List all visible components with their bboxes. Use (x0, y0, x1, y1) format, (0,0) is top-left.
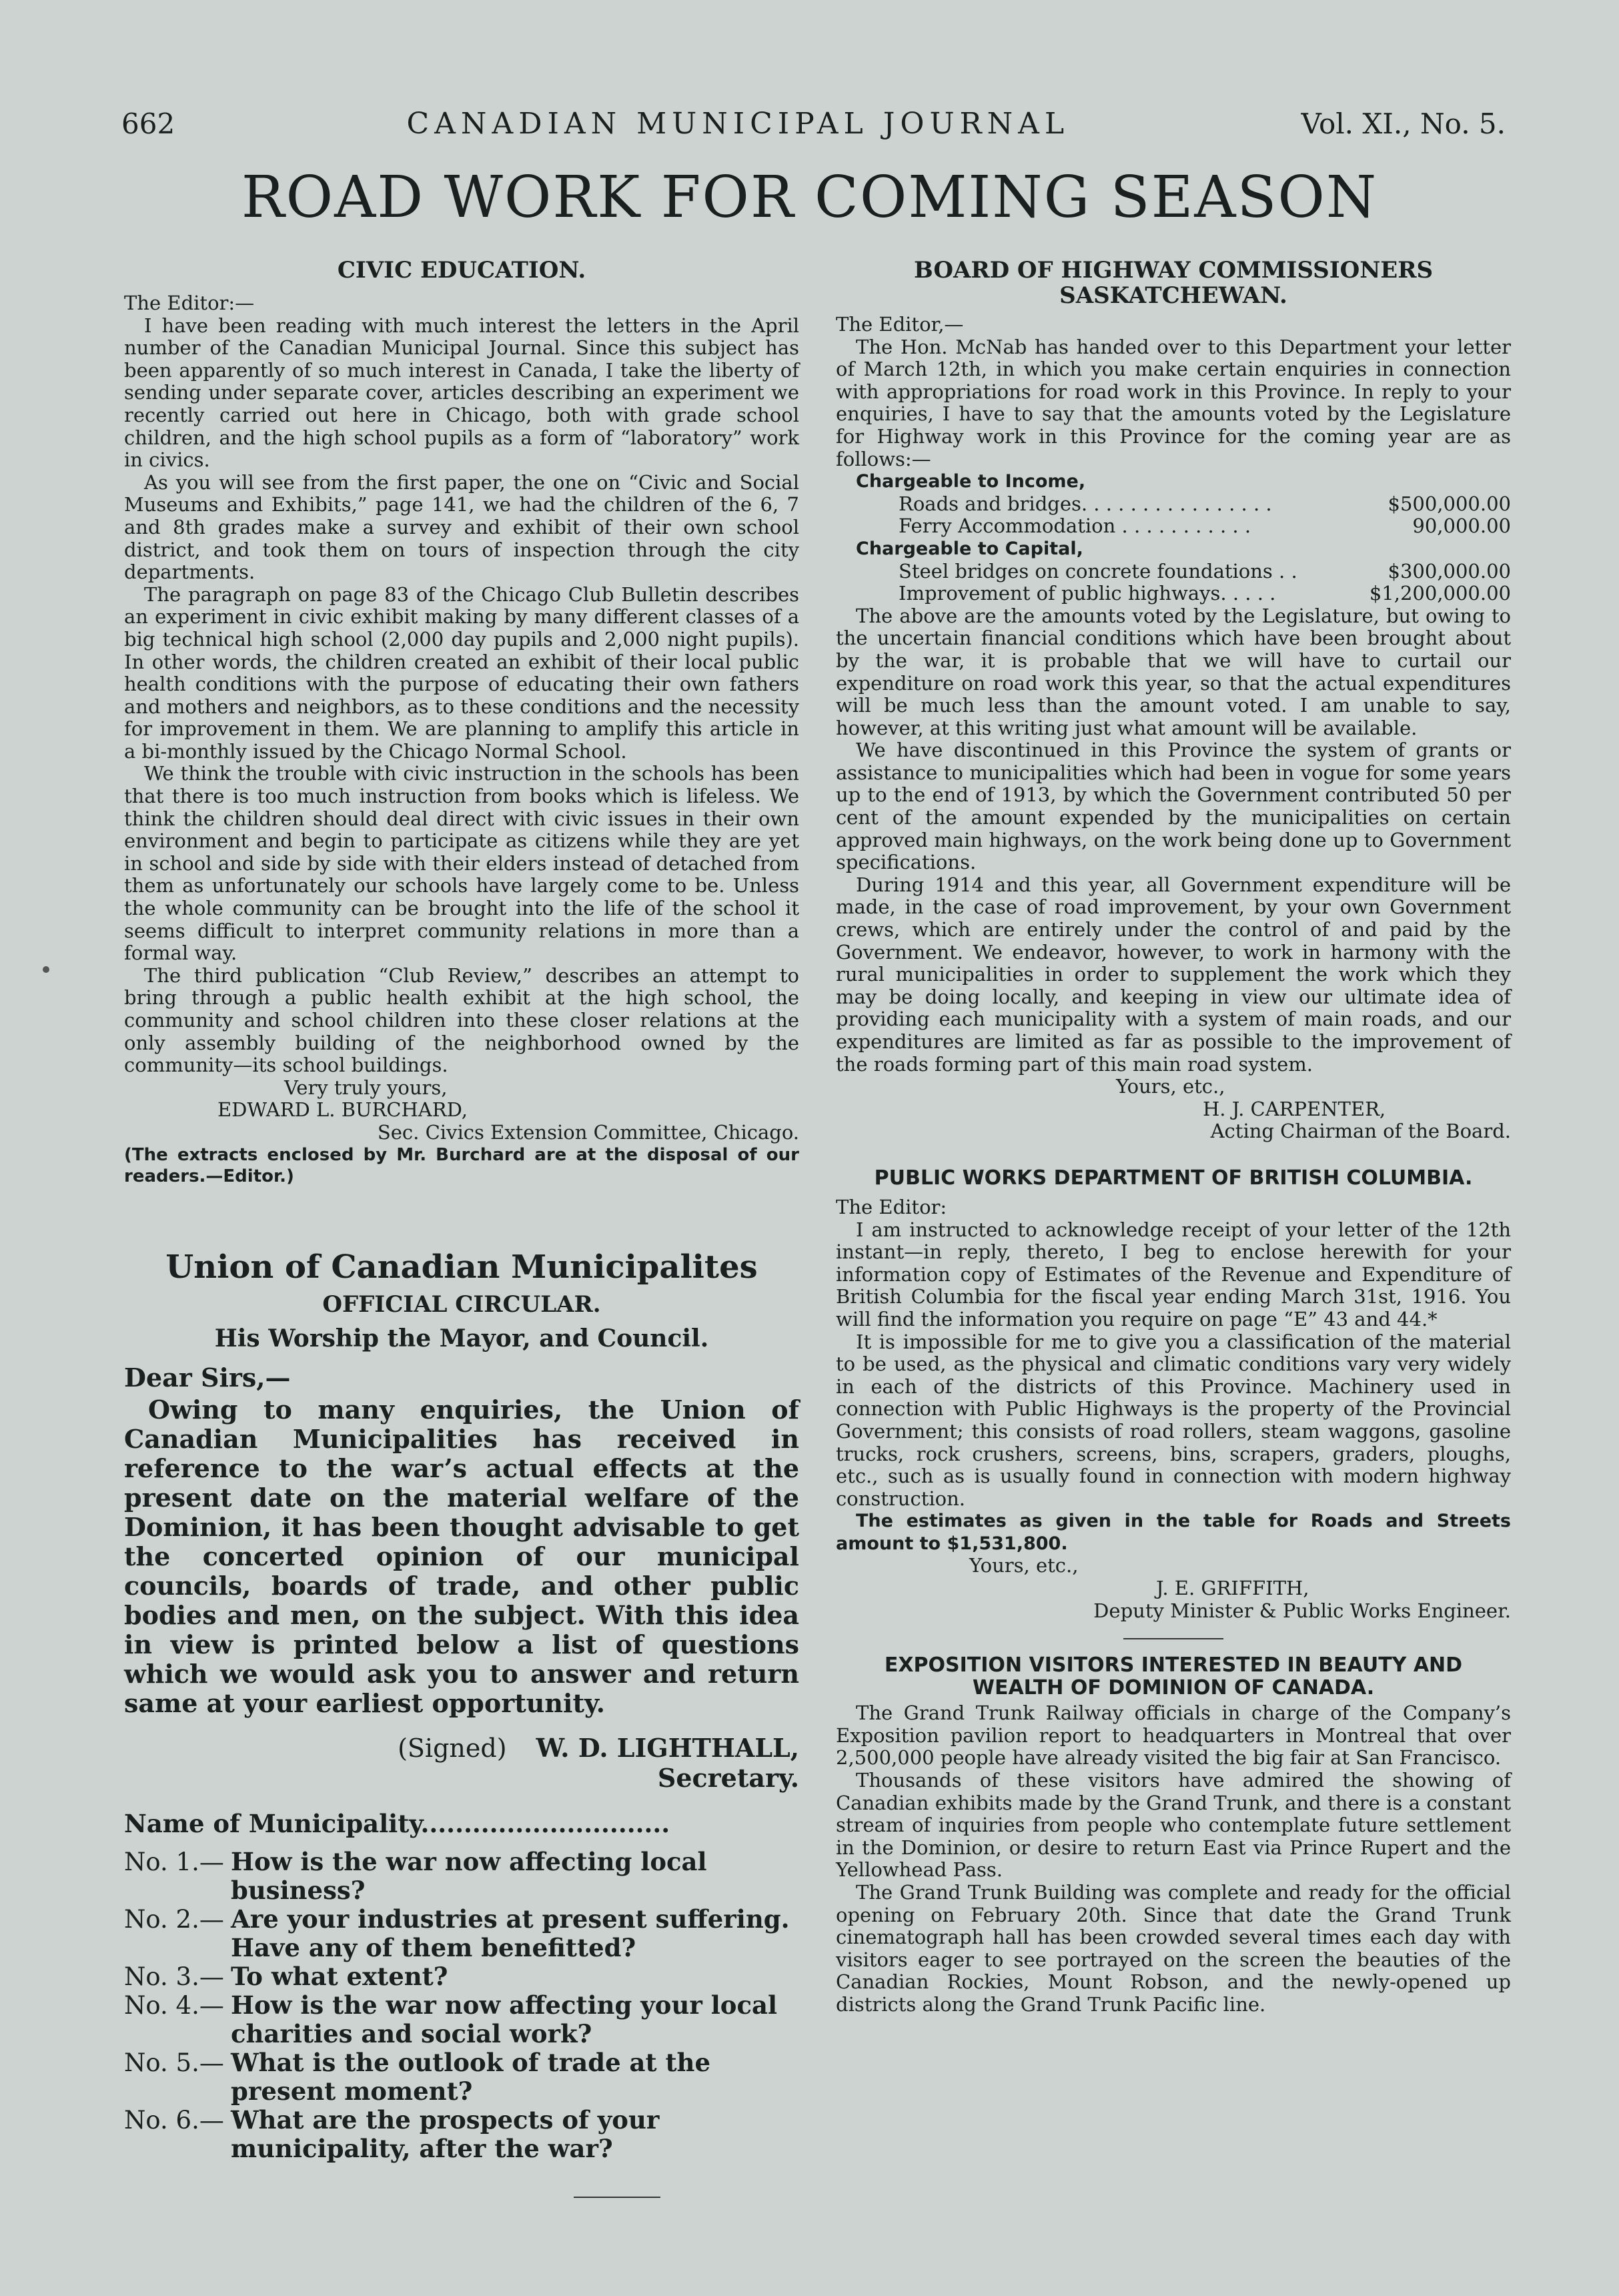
income-table (836, 493, 1511, 538)
bc-estimate: The estimates as given in the table for Roads and Streets amount to $1,531,800. (836, 1511, 1511, 1554)
civic-closing: Very truly yours, (284, 1076, 448, 1099)
circular-signer: W. D. LIGHTHALL, (536, 1732, 799, 1763)
bc-salutation: The Editor: (836, 1195, 947, 1218)
question-number: No. 1.— (124, 1847, 224, 1876)
bc-paragraph: It is impossible for me to give you a classification of the material to be used, as the physical and climatic conditions vary very widely in each of the districts of this Province. Machinery used in connection with Public Highways is the property of the Provincial Government; this consists of road rollers, steam waggons, gasoline trucks, rock crushers, screens, bins, scrapers, graders, ploughs, etc., such as is usually found in connection with modern highway construction. (836, 1330, 1511, 1510)
british-columbia-heading: PUBLIC WORKS DEPARTMENT OF BRITISH COLUMBIA. (874, 1166, 1473, 1190)
question-item (124, 2048, 799, 2106)
question-item (124, 1848, 799, 1905)
civic-paragraph: We think the trouble with civic instruction in the schools has been that there is too much instruction from books which is lifeless. We think the children should deal direct with civic issues in their own environment and begin to participate as citizens while they are yet in school and side by side with their elders instead of detached from them as unfortunately our schools have largely come to be. Unless the whole community can be brought into the life of the school it seems difficult to interpret community relations in more than a formal way. (124, 762, 799, 965)
capital-label: Chargeable to Capital, (856, 538, 1083, 559)
bc-signer: J. E. GRIFFITH, (1156, 1577, 1309, 1600)
saskatchewan-signer-title: Acting Chairman of the Board. (1210, 1120, 1511, 1143)
question-text: To what extent? (231, 1961, 448, 1991)
ink-spot (43, 966, 49, 973)
exposition-heading: EXPOSITION VISITORS INTERESTED IN BEAUTY AND WEALTH OF DOMINION OF CANADA. (884, 1653, 1463, 1700)
table-row (836, 515, 1511, 538)
question-item (124, 1905, 799, 1962)
question-text: What is the outlook of trade at the present moment? (231, 2047, 710, 2106)
appropriation-label: Ferry Accommodation . . . . . . . . . . . (899, 514, 1251, 538)
saskatchewan-article (836, 258, 1511, 1143)
municipality-name-field: Name of Municipality............................. (124, 1808, 670, 1838)
saskatchewan-paragraph: We have discontinued in this Province the system of grants or assistance to municipalities which had been in vogue for some years up to the end of 1913, by which the Government contributed 50 per cent of the amount expended by the municipalities on certain approved main highways, on the work being done up to Government specifications. (836, 739, 1511, 874)
saskatchewan-intro: The Hon. McNab has handed over to this Department your letter of March 12th, in which you make certain enquiries in connection with appropriations for road work in this Province. In reply to your enquiries, I have to say that the amounts voted by the Legislature for Highway work in this Province for the coming year are as follows:— (836, 335, 1511, 470)
capital-table (836, 560, 1511, 605)
exposition-article (836, 1654, 1511, 2016)
circular-subtitle: OFFICIAL CIRCULAR. (322, 1290, 601, 1318)
exposition-paragraph: The Grand Trunk Railway officials in charge of the Company’s Exposition pavilion report to headquarters in Montreal that over 2,500,000 people have already visited the big fair at San Francisco. (836, 1701, 1511, 1770)
civic-paragraph: I have been reading with much interest the letters in the April number of the Canadian Municipal Journal. Since this subject has been apparently of so much interest in Canada, I take the liberty of sending under separate cover, articles describing an experiment we recently carried out here in Chicago, both with grade school children, and the high school pupils as a form of “laboratory” work in civics. (124, 314, 799, 472)
left-column (124, 254, 799, 2163)
union-circular (124, 1248, 799, 2163)
questions-list (124, 1848, 799, 2163)
bc-signer-title: Deputy Minister & Public Works Engineer. (1093, 1599, 1511, 1622)
appropriation-amount: $500,000.00 (1388, 492, 1511, 515)
bc-closing: Yours, etc., (969, 1554, 1079, 1577)
question-number: No. 5.— (124, 2048, 224, 2077)
civic-editor-note: (The extracts enclosed by Mr. Burchard are at the disposal of our readers.—Editor.) (124, 1144, 799, 1186)
section-divider (1123, 1638, 1223, 1639)
appropriation-label: Steel bridges on concrete foundations . . (899, 559, 1297, 583)
civic-education-heading: CIVIC EDUCATION. (337, 257, 586, 284)
question-item (124, 1991, 799, 2048)
question-number: No. 6.— (124, 2105, 224, 2135)
exposition-paragraph: Thousands of these visitors have admired the showing of Canadian exhibits made by the Grand Trunk, and there is a constant stream of inquiries from people who contemplate future settlement in the Dominion, or desire to return East via Prince Rupert and the Yellowhead Pass. (836, 1769, 1511, 1882)
appropriation-label: Improvement of public highways. . . . . (899, 582, 1276, 605)
question-text: What are the prospects of your municipality, after the war? (231, 2104, 660, 2163)
volume-number: Vol. XI., No. 5. (1301, 107, 1506, 140)
circular-body: Owing to many enquiries, the Union of Canadian Municipalities has received in reference to the war’s actual effects at the present date on the material welfare of the Dominion, it has been thought advisable to get the concerted opinion of our municipal councils, boards of trade, and other public bodies and men, on the subject. With this idea in view is printed below a list of questions which we would ask you to answer and return same at your earliest opportunity. (124, 1394, 799, 1718)
circular-greeting: Dear Sirs,— (124, 1362, 291, 1393)
question-text: How is the war now affecting local business? (231, 1846, 707, 1905)
union-title: Union of Canadian Municipalites (165, 1248, 758, 1286)
saskatchewan-closing: Yours, etc., (1116, 1075, 1225, 1098)
british-columbia-article (836, 1167, 1511, 1622)
circular-address: His Worship the Mayor, and Council. (214, 1324, 709, 1353)
appropriation-amount: 90,000.00 (1412, 514, 1511, 538)
civic-paragraph: The third publication “Club Review,” describes an attempt to bring through a public health exhibit at the high school, the community and school children into these closer relations at the only assembly building of the neighborhood owned by the community—its school buildings. (124, 964, 799, 1077)
question-item (124, 2106, 799, 2163)
saskatchewan-salutation: The Editor,— (836, 313, 964, 336)
circular-signature (124, 1733, 799, 1763)
saskatchewan-signer: H. J. CARPENTER, (1203, 1097, 1386, 1120)
civic-paragraph: As you will see from the first paper, the one on “Civic and Social Museums and Exhibits,” page 141, we had the children of the 6, 7 and 8th grades make a survey and exhibit of their own school district, and took them on tours of inspection through the city departments. (124, 470, 799, 584)
page-header (121, 107, 1506, 147)
footer-rule (574, 2197, 660, 2198)
civic-education-article (124, 258, 799, 1187)
saskatchewan-paragraph: The above are the amounts voted by the Legislature, but owing to the uncertain financial conditions which have been brought about by the war, it is probable that we will have to curtail our expenditure on road work this year, so that the actual expenditures will be much less than the amount voted. I am unable to say, however, at this writing just what amount will be available. (836, 604, 1511, 739)
civic-paragraph: The paragraph on page 83 of the Chicago Club Bulletin describes an experiment in civic exhibit making by many different classes of a big technical high school (2,000 day pupils and 2,000 night pupils). In other words, the children created an exhibit of their local public health conditions with the purpose of educating their own fathers and mothers and neighbors, as to these conditions and the necessity for improvement in them. We are planning to amplify this article in a bi-monthly issued by the Chicago Normal School. (124, 583, 799, 763)
bc-paragraph: I am instructed to acknowledge receipt of your letter of the 12th instant—in reply, thereto, I beg to enclose herewith for your information copy of Estimates of the Revenue and Expenditure of British Columbia for the fiscal year ending March 31st, 1916. You will find the information you require on page “E” 43 and 44.* (836, 1218, 1511, 1330)
question-number: No. 3.— (124, 1962, 224, 1991)
question-text: How is the war now affecting your local charities and social work? (231, 1990, 778, 2048)
civic-salutation: The Editor:— (124, 292, 255, 314)
civic-signer: EDWARD L. BURCHARD, (217, 1098, 468, 1122)
question-number: No. 4.— (124, 1990, 224, 2020)
income-label: Chargeable to Income, (856, 471, 1086, 492)
appropriation-amount: $300,000.00 (1388, 559, 1511, 583)
journal-name: CANADIAN MUNICIPAL JOURNAL (406, 107, 1070, 141)
appropriation-label: Roads and bridges. . . . . . . . . . . . . . . . (899, 492, 1272, 515)
page-title: ROAD WORK FOR COMING SEASON (241, 164, 1378, 231)
saskatchewan-paragraph: During 1914 and this year, all Government expenditure will be made, in the case of road improvement, by your own Government crews, which are entirely under the control of and paid by the Government. We endeavor, however, to work in harmony with the rural municipalities in order to supplement the work which they may be doing locally, and keeping in view our ultimate idea of providing each municipality with a system of main roads, and our expenditures are limited as far as possible to the improvement of the roads forming part of this main road system. (836, 873, 1511, 1076)
table-row (836, 583, 1511, 605)
page-number: 662 (121, 107, 175, 140)
table-row (836, 493, 1511, 516)
saskatchewan-heading: BOARD OF HIGHWAY COMMISSIONERS SASKATCHEWAN. (913, 257, 1434, 309)
exposition-paragraph: The Grand Trunk Building was complete and ready for the official opening on February 20th. Since that date the Grand Trunk cinematograph hall has been crowded several times each day with visitors eager to see portrayed on the screen the beauties of the Canadian Rockies, Mount Robson, and the newly-opened up districts along the Grand Trunk Pacific line. (836, 1881, 1511, 2016)
signed-label: (Signed) (398, 1733, 507, 1763)
circular-signer-title: Secretary. (657, 1762, 799, 1793)
table-row (836, 560, 1511, 583)
right-column (836, 254, 1511, 2016)
appropriation-amount: $1,200,000.00 (1369, 582, 1511, 605)
question-text: Are your industries at present suffering. Have any of them benefitted? (231, 1904, 790, 1962)
civic-signer-title: Sec. Civics Extension Committee, Chicago. (377, 1120, 799, 1144)
question-number: No. 2.— (124, 1904, 224, 1934)
question-item (124, 1962, 799, 1991)
